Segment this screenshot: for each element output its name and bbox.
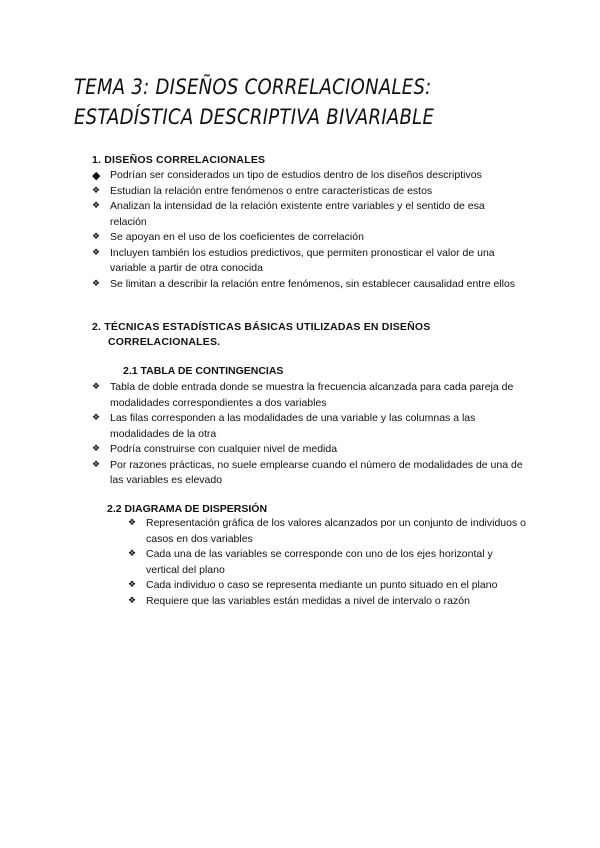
- subsection-2-1-list-container: [92, 380, 524, 489]
- section-1-list: [92, 168, 522, 292]
- list-item-text: Cada individuo o caso se representa mediante un punto situado en el plano: [146, 579, 498, 591]
- list-item-text: Se apoyan en el uso de los coeficientes de correlación: [110, 231, 364, 243]
- list-item: [92, 184, 522, 200]
- bullet-icon: ❖: [92, 459, 101, 470]
- list-item: [92, 411, 524, 442]
- list-item-text: Incluyen también los estudios predictivos, que permiten pronosticar el valor de una variable a partir de otra conocida: [110, 246, 495, 274]
- bullet-icon: ❖: [128, 518, 137, 528]
- list-item-text: Cada una de las variables se corresponde con uno de los ejes horizontal y vertical del plano: [146, 548, 493, 576]
- bullet-icon: ❖: [92, 185, 101, 196]
- bullet-icon: ❖: [92, 382, 101, 392]
- bullet-icon: ❖: [92, 444, 101, 454]
- list-item: [92, 458, 524, 489]
- list-item: [128, 594, 528, 610]
- list-item: [92, 246, 522, 277]
- list-item: [92, 168, 522, 184]
- bullet-icon: ❖: [92, 247, 101, 258]
- list-item-text: Analizan la intensidad de la relación existente entre variables y el sentido de esa relación: [110, 200, 485, 228]
- title-line-1: TEMA 3: DISEÑOS CORRELACIONALES:: [74, 75, 432, 99]
- list-item: [128, 578, 528, 594]
- list-item: [128, 547, 528, 578]
- subsection-2-2-heading: 2.2 DIAGRAMA DE DISPERSIÓN: [107, 503, 268, 515]
- section-2-heading-line-1: 2. TÉCNICAS ESTADÍSTICAS BÁSICAS UTILIZADAS EN DISEÑOS: [92, 321, 431, 333]
- section-1-heading: 1. DISEÑOS CORRELACIONALES: [92, 154, 266, 166]
- list-item: [92, 380, 524, 411]
- bullet-icon: ❖: [92, 232, 101, 242]
- subsection-2-2-list-container: [128, 516, 528, 609]
- bullet-icon: ❖: [128, 580, 137, 590]
- subsection-2-2-list: [128, 516, 528, 609]
- section-2-heading-line-2: CORRELACIONALES.: [108, 336, 221, 348]
- bullet-icon: ❖: [128, 549, 137, 559]
- list-item-text: Requiere que las variables están medidas a nivel de intervalo o razón: [146, 594, 470, 607]
- bullet-icon: ❖: [128, 595, 137, 606]
- list-item-text: Podría construirse con cualquier nivel de medida: [110, 443, 338, 455]
- list-item: [92, 230, 522, 246]
- list-item: [92, 277, 522, 293]
- list-item-text: Estudian la relación entre fenómenos o entre características de estos: [110, 184, 433, 197]
- bullet-icon: ❖: [92, 278, 101, 289]
- section-2-heading: [92, 320, 532, 350]
- subsection-2-1-heading: 2.1 TABLA DE CONTINGENCIAS: [123, 365, 284, 377]
- list-item-text: Se limitan a describir la relación entre fenómenos, sin establecer causalidad entre ellos: [110, 277, 516, 290]
- list-item: [92, 442, 524, 458]
- list-item-text: Las filas corresponden a las modalidades de una variable y las columnas a las modalidades de la otra: [110, 412, 476, 440]
- bullet-icon: ❖: [92, 413, 101, 423]
- list-item-text: Podrían ser considerados un tipo de estudios dentro de los diseños descriptivos: [110, 169, 482, 181]
- list-item-text: Tabla de doble entrada donde se muestra la frecuencia alcanzada para cada pareja de modalidades correspondientes a dos variables: [110, 381, 514, 409]
- list-item-text: Representación gráfica de los valores alcanzados por un conjunto de individuos o casos en dos variables: [146, 517, 526, 545]
- title-line-2: ESTADÍSTICA DESCRIPTIVA BIVARIABLE: [74, 105, 435, 129]
- section-1-list-container: [92, 168, 522, 292]
- document-title: [74, 72, 504, 132]
- list-item: [92, 199, 522, 230]
- bullet-icon: ❖: [92, 201, 101, 211]
- bullet-icon: ◆: [92, 169, 101, 182]
- list-item-text: Por razones prácticas, no suele emplearse cuando el número de modalidades de una de las variables es elevado: [110, 458, 523, 486]
- subsection-2-1-list: [92, 380, 524, 489]
- list-item: [128, 516, 528, 547]
